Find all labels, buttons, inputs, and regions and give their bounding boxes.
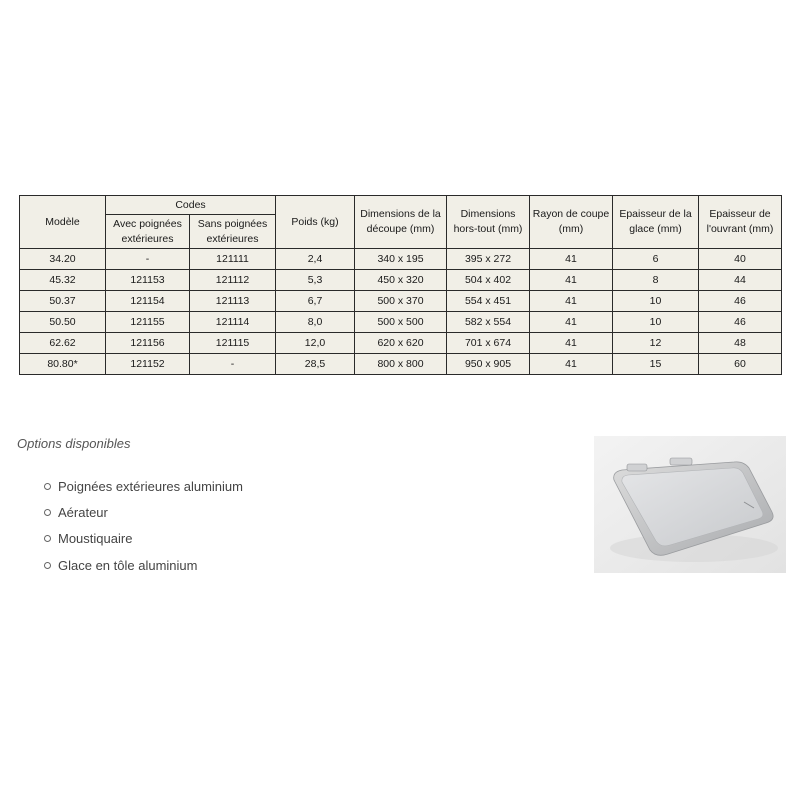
cell-code-without: 121112 — [190, 270, 276, 291]
cell-weight: 12,0 — [276, 333, 355, 354]
cell-model: 50.37 — [20, 291, 106, 312]
option-label: Poignées extérieures aluminium — [58, 478, 243, 494]
cell-code-without: - — [190, 354, 276, 375]
cell-code-with: 121154 — [106, 291, 190, 312]
header-cutout: Dimensions de la découpe (mm) — [355, 196, 447, 249]
specifications-table — [19, 195, 782, 375]
bullet-icon — [44, 483, 51, 490]
header-opening: Epaisseur de l'ouvrant (mm) — [699, 196, 782, 249]
header-radius: Rayon de coupe (mm) — [530, 196, 613, 249]
cell-weight: 2,4 — [276, 249, 355, 270]
header-codes-without: Sans poignées extérieures — [190, 215, 276, 249]
bullet-icon — [44, 562, 51, 569]
cell-glass: 8 — [613, 270, 699, 291]
cell-glass: 10 — [613, 312, 699, 333]
cell-radius: 41 — [530, 312, 613, 333]
cell-cutout: 500 x 370 — [355, 291, 447, 312]
cell-overall: 950 x 905 — [447, 354, 530, 375]
table-row — [20, 270, 782, 291]
cell-weight: 6,7 — [276, 291, 355, 312]
header-model: Modèle — [20, 196, 106, 249]
cell-model: 80.80* — [20, 354, 106, 375]
cell-opening: 48 — [699, 333, 782, 354]
option-label: Aérateur — [58, 504, 108, 520]
option-label: Moustiquaire — [58, 531, 133, 547]
options-title: Options disponibles — [17, 436, 131, 451]
table-row — [20, 333, 782, 354]
cell-cutout: 500 x 500 — [355, 312, 447, 333]
cell-radius: 41 — [530, 291, 613, 312]
cell-model: 62.62 — [20, 333, 106, 354]
options-list — [44, 473, 243, 578]
cell-radius: 41 — [530, 354, 613, 375]
cell-code-with: - — [106, 249, 190, 270]
cell-cutout: 340 x 195 — [355, 249, 447, 270]
list-item — [44, 552, 243, 578]
bullet-icon — [44, 509, 51, 516]
cell-opening: 40 — [699, 249, 782, 270]
header-overall: Dimensions hors-tout (mm) — [447, 196, 530, 249]
cell-code-with: 121152 — [106, 354, 190, 375]
cell-glass: 15 — [613, 354, 699, 375]
cell-model: 45.32 — [20, 270, 106, 291]
cell-overall: 504 x 402 — [447, 270, 530, 291]
cell-model: 50.50 — [20, 312, 106, 333]
header-codes: Codes — [106, 196, 276, 215]
cell-overall: 701 x 674 — [447, 333, 530, 354]
hatch-image-icon — [594, 436, 786, 573]
cell-opening: 44 — [699, 270, 782, 291]
header-glass: Epaisseur de la glace (mm) — [613, 196, 699, 249]
cell-code-with: 121155 — [106, 312, 190, 333]
list-item — [44, 499, 243, 525]
cell-weight: 5,3 — [276, 270, 355, 291]
cell-opening: 60 — [699, 354, 782, 375]
cell-weight: 8,0 — [276, 312, 355, 333]
list-item — [44, 473, 243, 499]
cell-radius: 41 — [530, 270, 613, 291]
table-row — [20, 291, 782, 312]
cell-cutout: 620 x 620 — [355, 333, 447, 354]
cell-cutout: 450 x 320 — [355, 270, 447, 291]
cell-code-without: 121111 — [190, 249, 276, 270]
cell-radius: 41 — [530, 333, 613, 354]
cell-glass: 10 — [613, 291, 699, 312]
option-label: Glace en tôle aluminium — [58, 557, 198, 573]
cell-code-with: 121153 — [106, 270, 190, 291]
cell-code-with: 121156 — [106, 333, 190, 354]
cell-glass: 12 — [613, 333, 699, 354]
table-row — [20, 249, 782, 270]
cell-opening: 46 — [699, 291, 782, 312]
header-codes-with: Avec poignées extérieures — [106, 215, 190, 249]
cell-radius: 41 — [530, 249, 613, 270]
cell-code-without: 121113 — [190, 291, 276, 312]
cell-overall: 395 x 272 — [447, 249, 530, 270]
table-row — [20, 354, 782, 375]
cell-model: 34.20 — [20, 249, 106, 270]
table-row — [20, 312, 782, 333]
cell-weight: 28,5 — [276, 354, 355, 375]
cell-cutout: 800 x 800 — [355, 354, 447, 375]
cell-code-without: 121115 — [190, 333, 276, 354]
cell-overall: 554 x 451 — [447, 291, 530, 312]
list-item — [44, 526, 243, 552]
cell-glass: 6 — [613, 249, 699, 270]
cell-code-without: 121114 — [190, 312, 276, 333]
header-weight: Poids (kg) — [276, 196, 355, 249]
cell-opening: 46 — [699, 312, 782, 333]
cell-overall: 582 x 554 — [447, 312, 530, 333]
product-image — [594, 436, 786, 573]
bullet-icon — [44, 535, 51, 542]
